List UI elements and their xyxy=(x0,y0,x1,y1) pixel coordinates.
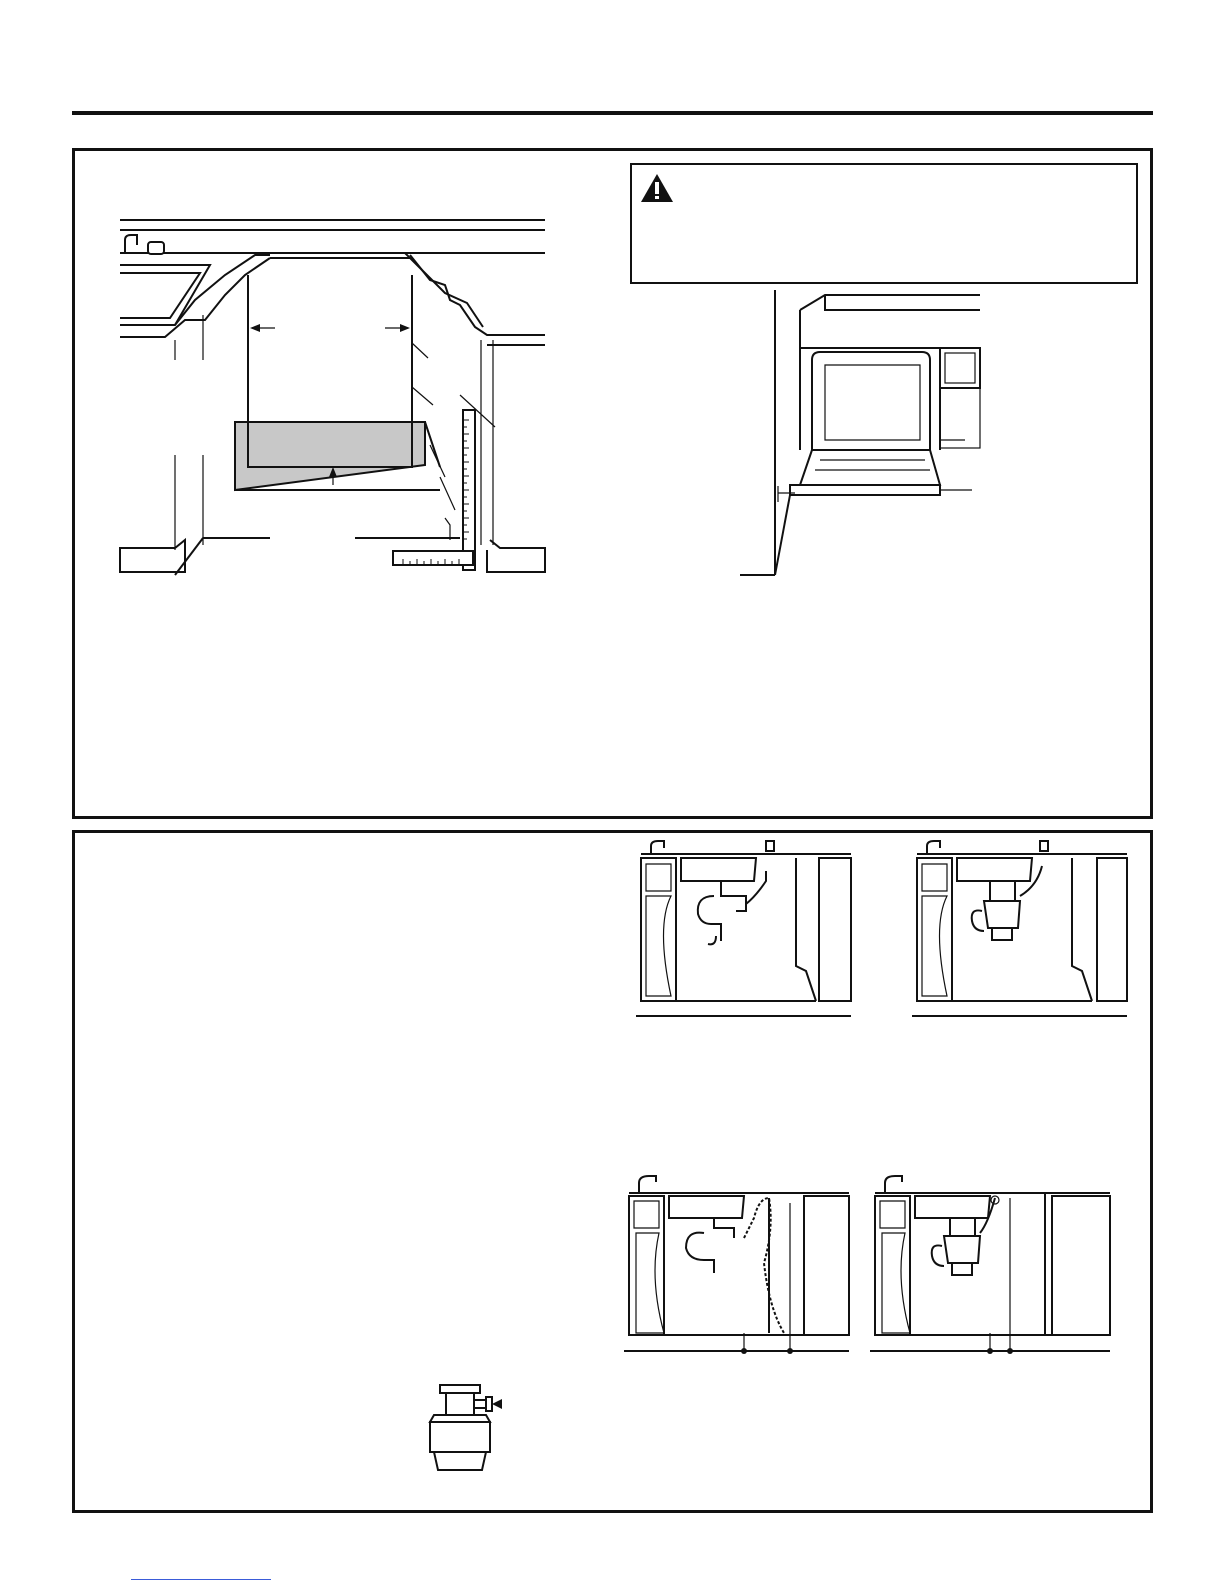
disposer-inlet-diagram xyxy=(412,1380,512,1480)
warning-box xyxy=(630,163,1138,284)
warning-triangle-icon xyxy=(640,173,674,203)
footer-link-underline[interactable] xyxy=(131,1579,271,1580)
header-rule xyxy=(72,111,1153,115)
sink-trap-diagram xyxy=(636,836,856,1021)
sink-disposer-diagram xyxy=(912,836,1132,1021)
dishwasher-door-diagram xyxy=(740,290,990,580)
cabinet-opening-diagram xyxy=(115,215,550,580)
drain-loop-sink-diagram xyxy=(624,1168,854,1363)
drain-loop-disposer-diagram xyxy=(870,1168,1115,1363)
